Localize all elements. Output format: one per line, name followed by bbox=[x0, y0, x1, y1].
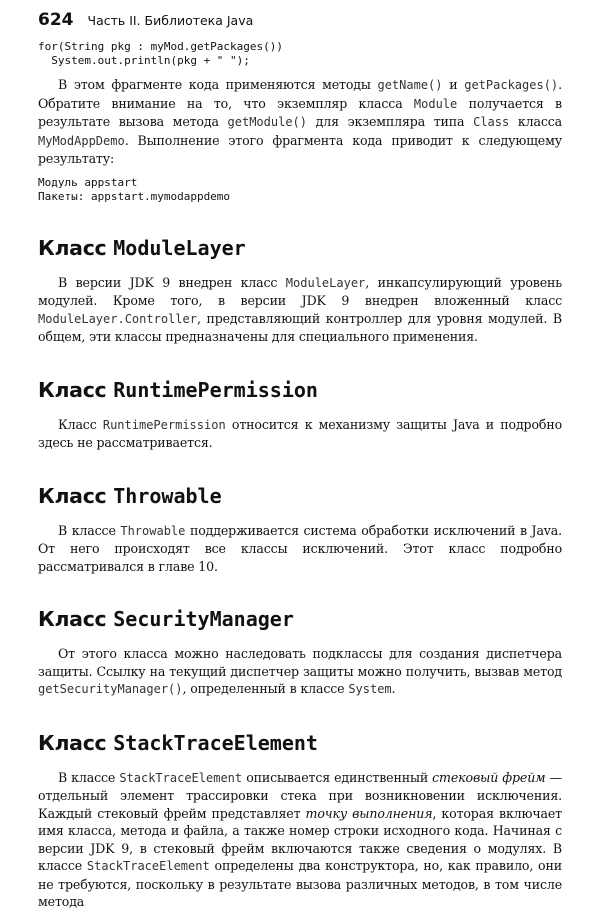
emphasis: стековый фрейм bbox=[432, 769, 546, 785]
section-heading-throwable: Класс Throwable bbox=[38, 483, 222, 508]
section-paragraph-stacktraceelement: В классе StackTraceElement описывается единственный стековый фрейм — отдельный элемент трассировки стека при возникновении исключения. Каждый стековый фрейм представляет точку выполнения, которая включает имя класса, метода и файла, а также номер строки исходного кода. Начиная с версии JDK 9, в стековый фрейм включаются также сведения о модулях. В классе StackTraceElement определены два конструктора, но, как правило, они не требуются, поскольку в результате вызова различных методов, в том числе метода bbox=[38, 769, 562, 909]
inline-code: getName() bbox=[377, 78, 443, 92]
book-page bbox=[38, 10, 562, 911]
inline-code: MyModAppDemo bbox=[38, 133, 125, 148]
intro-paragraph: В этом фрагменте кода применяются методы getName() и getPackages(). Обратите внимание на то, что экземпляр класса Module получается в результате вызова метода getModule() для экземпляра типа Class класса MyModAppDemo. Выполнение этого фрагмента кода приводит к следующему результату: bbox=[38, 77, 562, 166]
inline-code: Throwable bbox=[120, 523, 186, 538]
code-listing bbox=[38, 40, 562, 68]
inline-code: ModuleLayer bbox=[285, 275, 366, 290]
inline-code: getSecurityManager() bbox=[38, 682, 183, 696]
inline-code: Module bbox=[413, 96, 458, 111]
section-heading-runtimepermission: Класс RuntimePermission bbox=[38, 377, 318, 402]
section-heading-stacktraceelement: Класс StackTraceElement bbox=[38, 730, 318, 755]
running-title: Часть II. Библиотека Java bbox=[87, 13, 254, 28]
output-line: Модуль appstart bbox=[38, 175, 138, 189]
section-heading-modulelayer: Класс ModuleLayer bbox=[38, 235, 246, 260]
inline-code: StackTraceElement bbox=[119, 770, 243, 785]
section-paragraph-modulelayer: В версии JDK 9 внедрен класс ModuleLayer, инкапсулирующий уровень модулей. Кроме того, в версии JDK 9 внедрен вложенный класс ModuleLayer.Controller, представляющий контроллер для уровня модулей. В общем, эти классы предназначены для специального применения. bbox=[38, 274, 562, 344]
program-output bbox=[38, 176, 562, 204]
section-paragraph-securitymanager: От этого класса можно наследовать подклассы для создания диспетчера защиты. Ссылку на текущий диспетчер защиты можно получить, вызвав метод getSecurityManager(), определенный в классе System. bbox=[38, 646, 562, 696]
inline-code: getModule() bbox=[227, 115, 307, 129]
code-line: for(String pkg : myMod.getPackages()) bbox=[38, 40, 284, 53]
emphasis: точку выполнения bbox=[305, 805, 433, 821]
page-number: 624 bbox=[38, 10, 74, 30]
inline-code: System bbox=[348, 682, 392, 696]
inline-code: ModuleLayer.Controller bbox=[38, 311, 197, 326]
inline-code: getPackages() bbox=[464, 78, 559, 92]
page-header bbox=[38, 10, 562, 40]
code-line: System.out.println(pkg + " "); bbox=[38, 54, 250, 67]
section-paragraph-runtimepermission: Класс RuntimePermission относится к механизму защиты Java и подробно здесь не рассматривается. bbox=[38, 416, 563, 450]
output-line: Пакеты: appstart.mymodappdemo bbox=[38, 189, 231, 203]
section-paragraph-throwable: В классе Throwable поддерживается система обработки исключений в Java. От него происходят все классы исключений. Этот класс подробно рассматривался в главе 10. bbox=[38, 522, 562, 574]
inline-code: StackTraceElement bbox=[86, 859, 210, 873]
section-heading-securitymanager: Класс SecurityManager bbox=[38, 607, 294, 631]
inline-code: Class bbox=[473, 115, 510, 129]
inline-code: RuntimePermission bbox=[102, 417, 226, 432]
